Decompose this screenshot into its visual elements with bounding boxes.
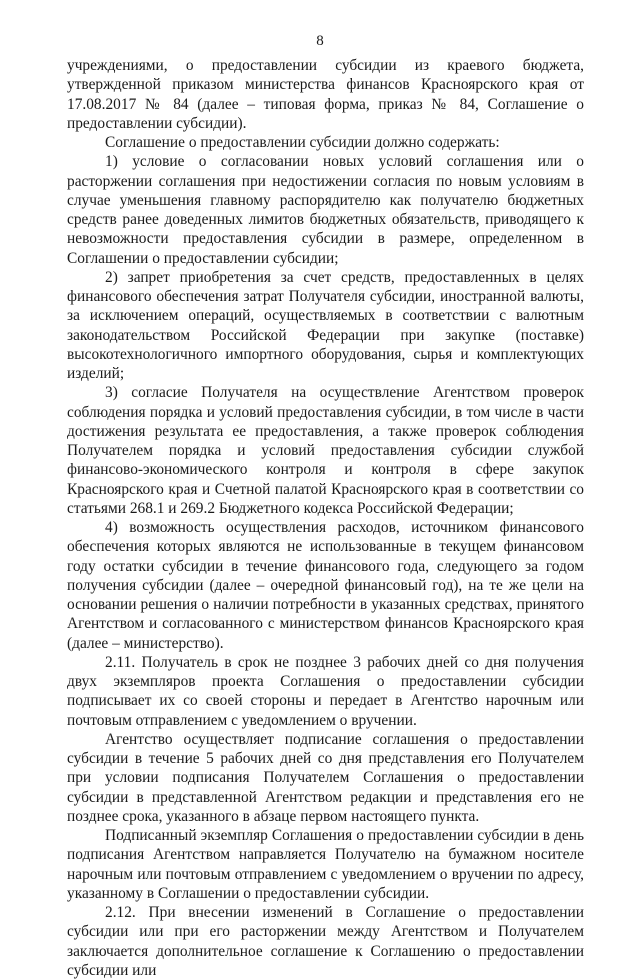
paragraph-2-11: 2.11. Получатель в срок не позднее 3 рабочих дней со дня получения двух экземпляров проекта Соглашения о предоставлении субсидии подписывает их со своей стороны и передает в Агентство нарочным или почтовым отправлением с уведомлением о вручении.: [67, 653, 584, 729]
page-number: 8: [316, 33, 324, 49]
paragraph-signed-copy: Подписанный экземпляр Соглашения о предоставлении субсидии в день подписания Агентством направляется Получателю на бумажном носителе нарочным или почтовым отправлением с уведомлением о вручении по адресу, указанному в Соглашении о предоставлении субсидии.: [67, 827, 584, 902]
paragraph-item-4: 4) возможность осуществления расходов, источником финансового обеспечения которых являются не использованные в текущем финансовом году остатки субсидии в течение финансового года, следующего за годом получения субсидии (далее – очередной финансовый год), на те же цели на основании решения о наличии потребности в указанных средствах, принятого Агентством и согласованного с министерством финансов Красноярского края (далее – министерство).: [67, 519, 584, 652]
document-body: [67, 56, 584, 980]
paragraph-agreement-contents-intro: Соглашение о предоставлении субсидии должно содержать:: [105, 134, 500, 151]
paragraph-2-12: 2.12. При внесении изменений в Соглашение о предоставлении субсидии или при его расторжении между Агентством и Получателем заключается дополнительное соглашение к Соглашению о предоставлении субсидии или: [67, 904, 584, 979]
paragraph-item-1: 1) условие о согласовании новых условий соглашения или о расторжении соглашения при недостижении согласия по новым условиям в случае уменьшения главному распорядителю как получателю бюджетных средств ранее доведенных лимитов бюджетных обязательств, приводящего к невозможности предоставления субсидии в размере, определенном в Соглашении о предоставлении субсидии;: [67, 153, 584, 267]
paragraph-item-2: 2) запрет приобретения за счет средств, предоставленных в целях финансового обеспечения затрат Получателя субсидии, иностранной валюты, за исключением операций, осуществляемых в соответствии с валютным законодательством Российской Федерации при закупке (поставке) высокотехнологичного импортного оборудования, сырья и комплектующих изделий;: [67, 268, 584, 382]
paragraph-agency-signing: Агентство осуществляет подписание соглашения о предоставлении субсидии в течение 5 рабочих дней со дня представления его Получателем при условии подписания Получателем Соглашения о предоставлении субсидии в представленной Агентством редакции и представления его не позднее срока, указанного в абзаце первом настоящего пункта.: [67, 730, 584, 825]
paragraph-item-3: 3) согласие Получателя на осуществление Агентством проверок соблюдения порядка и условий предоставления субсидии, в том числе в части достижения результата ее предоставления, а также проверок соблюдения Получателем порядка и условий предоставления субсидии службой финансово-экономического контроля и контроля в сфере закупок Красноярского края и Счетной палатой Красноярского края в соответствии со статьями 268.1 и 269.2 Бюджетного кодекса Российской Федерации;: [67, 384, 584, 517]
paragraph-continuation: учреждениями, о предоставлении субсидии из краевого бюджета, утвержденной приказом министерства финансов Красноярского края от 17.08.2017 № 84 (далее – типовая форма, приказ № 84, Соглашение о предоставлении субсидии).: [67, 57, 584, 132]
